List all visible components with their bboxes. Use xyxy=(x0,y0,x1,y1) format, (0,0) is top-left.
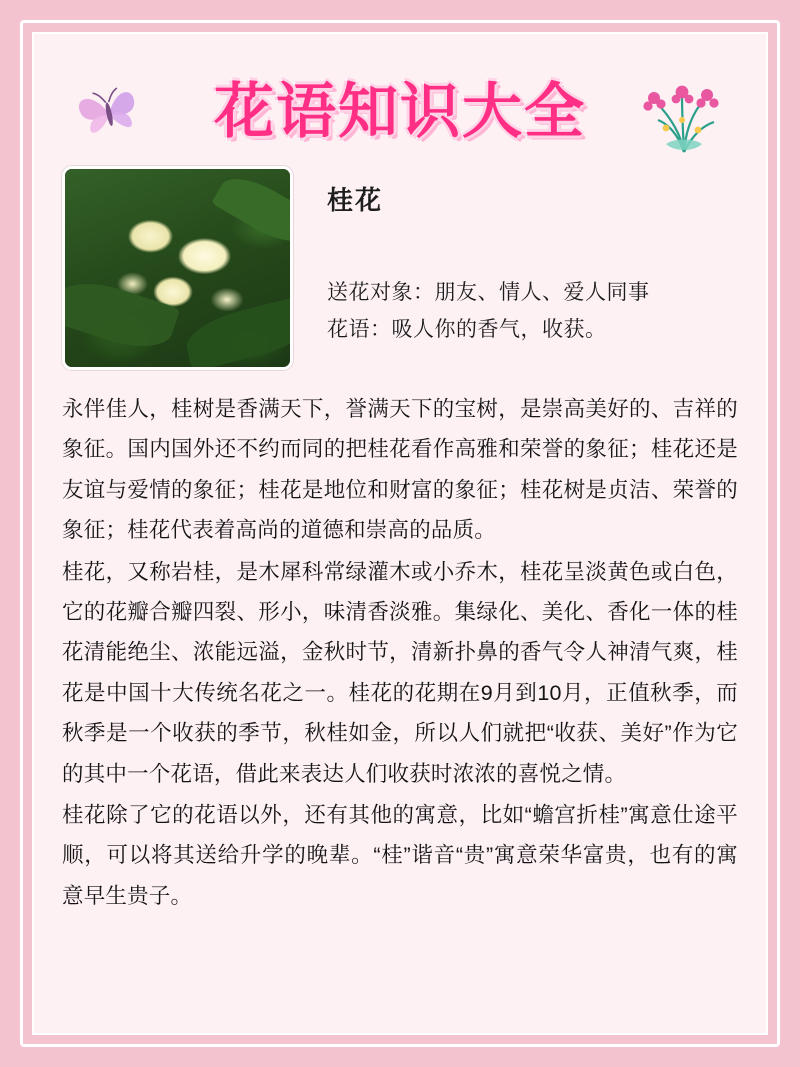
inner-frame xyxy=(32,32,768,1035)
flower-name: 桂花 xyxy=(327,186,384,216)
poster-content xyxy=(34,34,766,1033)
butterfly-icon xyxy=(72,80,148,146)
leaf-shape xyxy=(211,167,293,253)
recipient-line: 送花对象：朋友、情人、爱人同事 xyxy=(327,281,650,304)
flower-summary-section xyxy=(62,166,738,381)
leaf-shape xyxy=(62,272,180,359)
meaning-line: 花语：吸人你的香气，收获。 xyxy=(327,317,607,341)
leaf-shape xyxy=(181,294,293,370)
osmanthus-photo xyxy=(62,166,293,370)
page-title: 花语知识大全 xyxy=(214,77,586,147)
paragraph: 永伴佳人，桂树是香满天下，誉满天下的宝树，是崇高美好的、吉祥的象征。国内国外还不约而同的把桂花看作高雅和荣誉的象征；桂花还是友谊与爱情的象征；桂花是地位和财富的象征；桂花树是贞洁、荣誉的象征；桂花代表着高尚的道德和崇高的品质。 xyxy=(62,397,738,543)
article-body xyxy=(62,389,738,916)
bouquet-icon xyxy=(636,68,732,158)
poster-header xyxy=(62,50,738,162)
flower-meta xyxy=(293,166,738,349)
paragraph: 桂花，又称岩桂，是木犀科常绿灌木或小乔木，桂花呈淡黄色或白色，它的花瓣合瓣四裂、形小，味清香淡雅。集绿化、美化、香化一体的桂花清能绝尘、浓能远溢，金秋时节，清新扑鼻的香气令人神清气爽，桂花是中国十大传统名花之一。桂花的花期在9月到10月，正值秋季，而秋季是一个收获的季节，秋桂如金，所以人们就把“收获、美好”作为它的其中一个花语，借此来表达人们收获时浓浓的喜悦之情。 xyxy=(62,559,738,786)
paragraph: 桂花除了它的花语以外，还有其他的寓意，比如“蟾宫折桂”寓意仕途平顺，可以将其送给升学的晚辈。“桂”谐音“贵”寓意荣华富贵，也有的寓意早生贵子。 xyxy=(62,803,738,908)
